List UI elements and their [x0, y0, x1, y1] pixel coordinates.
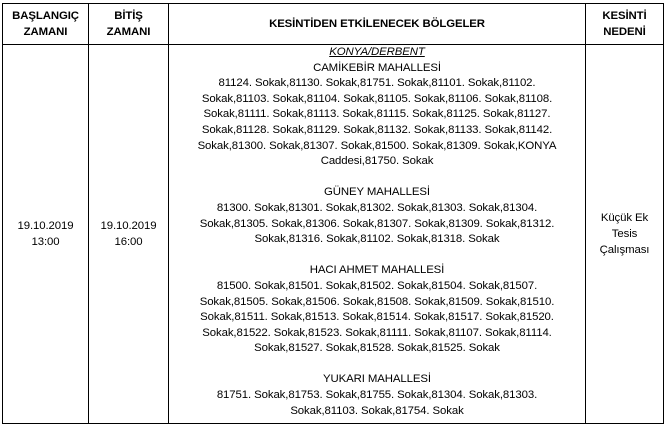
reason-line-2: Tesis [611, 228, 638, 240]
street-line: Sokak,81111. Sokak,81113. Sokak,81115. Sokak,81125. Sokak,81127. [203, 108, 551, 121]
header-reason [586, 4, 664, 45]
header-end-line-2: ZAMANI [106, 26, 151, 38]
header-end-time [89, 4, 169, 45]
street-line: 81300. Sokak,81301. Sokak,81302. Sokak,81303. Sokak,81304. [216, 201, 538, 214]
street-list [169, 201, 585, 248]
street-line: 81751. Sokak,81753. Sokak,81755. Sokak,81304. Sokak,81303. [216, 389, 538, 402]
street-line: Sokak,81505. Sokak,81506. Sokak,81508. Sokak,81509. Sokak,81510. [199, 295, 555, 308]
neighborhood-name: YUKARI MAHALLESİ [323, 373, 431, 386]
neighborhood-name: CAMİKEBİR MAHALLESİ [313, 61, 441, 74]
header-end-line-1: BİTİŞ [114, 10, 143, 22]
region-city: KONYA/DERBENT [329, 46, 425, 58]
neighborhood-block [169, 372, 585, 419]
street-line: Sokak,81103. Sokak,81754. Sokak [290, 404, 464, 417]
table-row [3, 45, 664, 424]
header-reason-line-1: KESİNTİ [602, 10, 647, 22]
header-row [3, 4, 664, 45]
neighborhood-name: HACI AHMET MAHALLESİ [309, 264, 445, 277]
neighborhood-block [169, 185, 585, 247]
start-hour: 13:00 [31, 236, 60, 248]
start-time-cell [3, 45, 89, 424]
street-list [169, 76, 585, 170]
reason-line-3: Çalışması [599, 244, 650, 256]
neighborhood-name: GÜNEY MAHALLESİ [324, 186, 430, 199]
street-line: Sokak,81511. Sokak,81513. Sokak,81514. Sokak,81517. Sokak,81520. [200, 311, 554, 324]
street-line: Sokak,81128. Sokak,81129. Sokak,81132. Sokak,81133. Sokak,81142. [201, 123, 553, 136]
header-start-line-2: ZAMANI [23, 26, 68, 38]
street-line: Sokak,81522. Sokak,81523. Sokak,81111. Sokak,81107. Sokak,81114. [202, 326, 552, 339]
street-line: Sokak,81103. Sokak,81104. Sokak,81105. Sokak,81106. Sokak,81108. [201, 92, 553, 105]
header-start-time [3, 4, 89, 45]
header-regions: KESİNTİDEN ETKİLENECEK BÖLGELER [169, 4, 586, 45]
street-line: Caddesi,81750. Sokak [320, 155, 434, 168]
header-start-line-1: BAŞLANGIÇ [12, 10, 79, 22]
neighborhood-list [169, 61, 585, 420]
street-line: Sokak,81305. Sokak,81306. Sokak,81307. Sokak,81309. Sokak,81312. [199, 217, 555, 230]
street-line: Sokak,81300. Sokak,81307. Sokak,81500. Sokak,81309. Sokak,KONYA [197, 139, 557, 152]
street-line: 81124. Sokak,81130. Sokak,81751. Sokak,81101. Sokak,81102. [218, 77, 536, 90]
street-line: 81500. Sokak,81501. Sokak,81502. Sokak,81504. Sokak,81507. [216, 279, 538, 292]
street-list [169, 388, 585, 419]
end-time-cell [89, 45, 169, 424]
end-date: 19.10.2019 [100, 220, 157, 232]
neighborhood-block [169, 263, 585, 357]
street-line: Sokak,81316. Sokak,81102. Sokak,81318. Sokak [254, 233, 500, 246]
reason-line-1: Küçük Ek [600, 212, 649, 224]
street-line: Sokak,81527. Sokak,81528. Sokak,81525. Sokak [254, 342, 500, 355]
start-date: 19.10.2019 [17, 220, 74, 232]
end-hour: 16:00 [114, 236, 143, 248]
outage-table [2, 3, 664, 424]
regions-cell [169, 45, 586, 424]
neighborhood-block [169, 61, 585, 170]
header-reason-line-2: NEDENİ [603, 26, 646, 38]
reason-cell [586, 45, 664, 424]
street-list [169, 279, 585, 357]
